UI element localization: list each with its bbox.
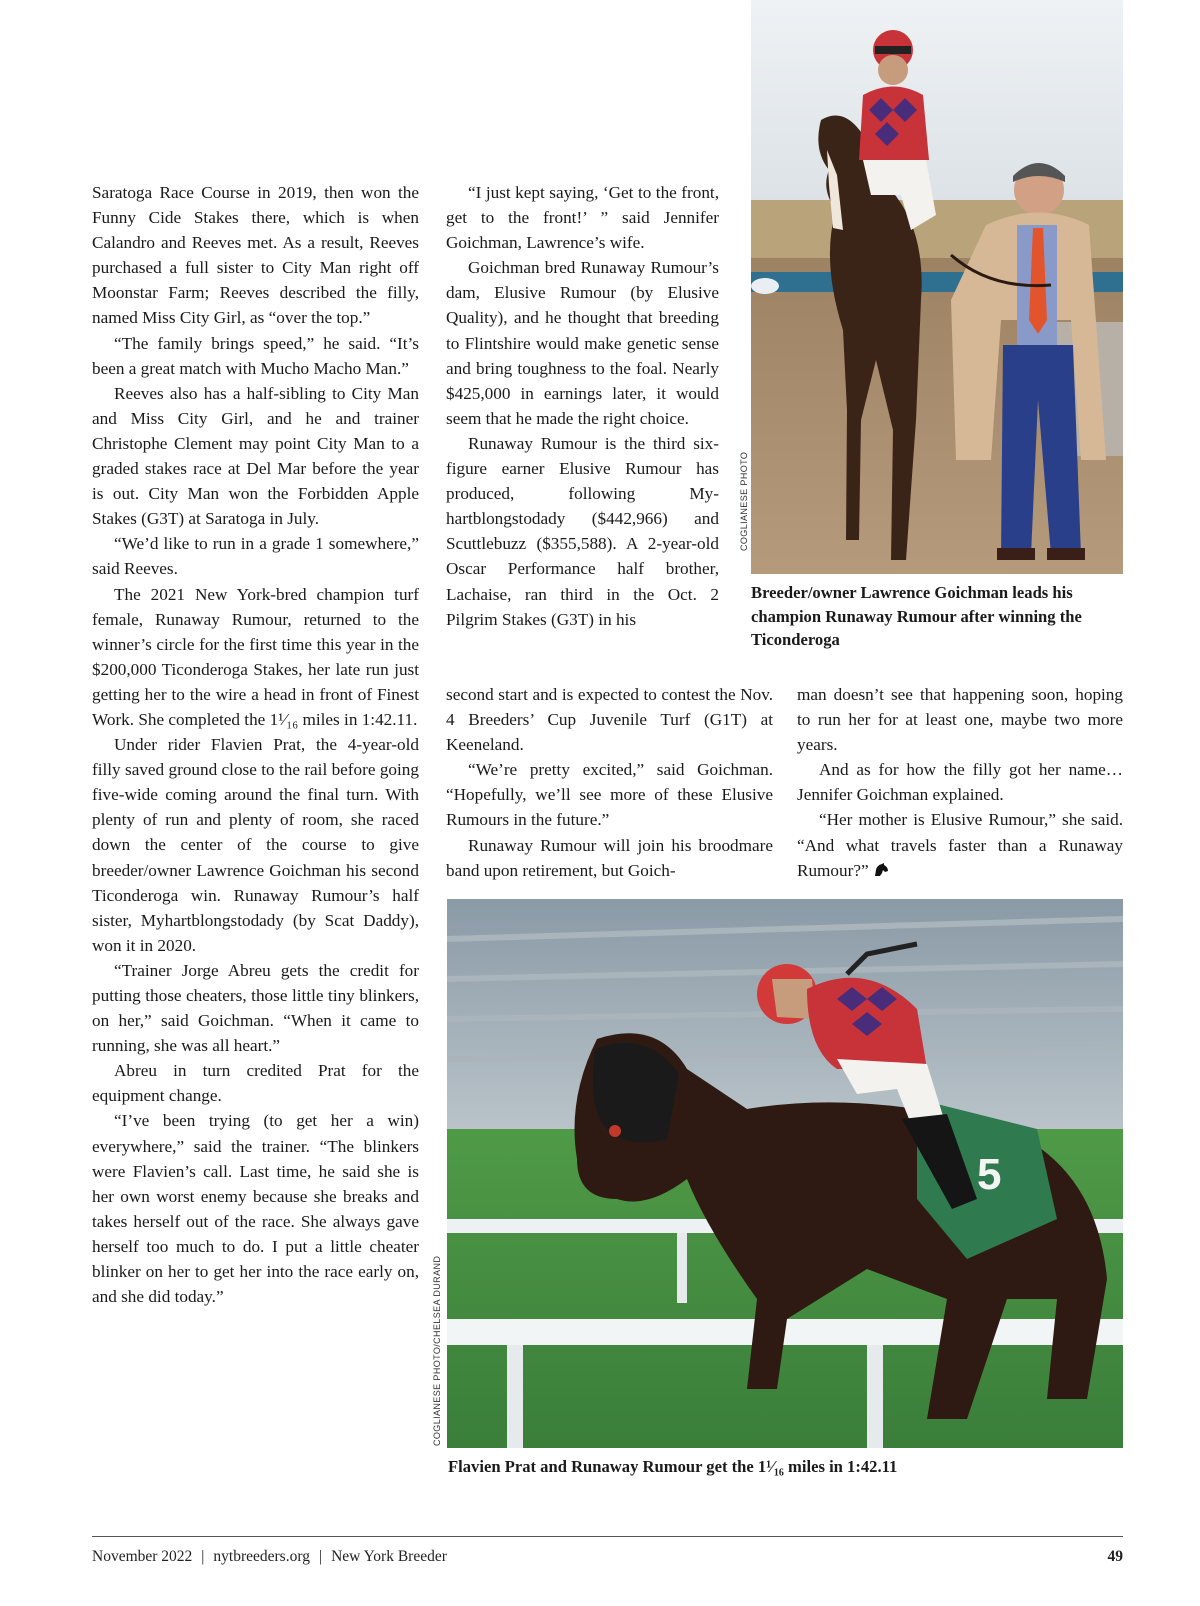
paragraph: Runaway Rumour is the third six-figure earner Elusive Rumour has produced, following Myhartblongstodady ($442,966) and Scuttlebuzz ($355,588). A 2-year-old Oscar Performance half brother, Lachaise, ran third in the Oct. 2 Pilgrim Stakes (G3T) in his [446,433,719,629]
paragraph: “I just kept saying, ‘Get to the front, get to the front!’ ” said Jennifer Goichman, Lawrence’s wife. [446,183,719,253]
paragraph: man doesn’t see that happening soon, hoping to run her for at least one, maybe two more years. [797,685,1123,755]
page-number: 49 [1107,1548,1123,1565]
article-column-1 [92,180,419,1309]
saddle-cloth-number: 5 [977,1150,1002,1199]
footer-rule [92,1536,1123,1537]
footer-website: nytbreeders.org [213,1548,310,1565]
photo-caption: Flavien Prat and Runaway Rumour get the 1¹⁄₁₆ miles in 1:42.11 [448,1457,898,1476]
paragraph: Abreu in turn credited Prat for the equipment change. [92,1061,419,1106]
page-footer [92,1548,1123,1566]
paragraph: second start and is expected to contest the Nov. 4 Breeders’ Cup Juvenile Turf (G1T) at Keeneland. [446,685,773,755]
paragraph: “Trainer Jorge Abreu gets the credit for putting those cheaters, those little tiny blinkers, on her,” said Goichman. “When it came to running, she was all heart.” [92,960,419,1056]
race-finish-illustration [447,899,1123,1448]
photo-credit: COGLIANESE PHOTO/CHELSEA DURAND [432,1255,442,1446]
paragraph: The 2021 New York-bred champion turf female, Runaway Rumour, returned to the winner’s circle for the first time this year in the $200,000 Ticonderoga Stakes, her late run just getting her to the wire a head in front of Finest Work. She completed the 1¹⁄₁₆ miles in 1:42.11. [92,584,419,729]
photo-credit: COGLIANESE PHOTO [739,451,749,551]
paragraph: “I’ve been trying (to get her a win) everywhere,” said the trainer. “The blinkers were Flavien’s call. Last time, he said she is her own worst enemy because she breaks and takes herself out of the race. She always gave herself too much to do. I put a little cheater blinker on her to get her into the race early on, and she did today.” [92,1111,419,1307]
article-column-3 [797,682,1123,883]
paragraph: “We’re pretty excited,” said Goichman. “Hopefully, we’ll see more of these Elusive Rumours in the future.” [446,760,773,830]
paragraph: Saratoga Race Course in 2019, then won the Funny Cide Stakes there, which is when Calandro and Reeves met. As a result, Reeves purchased a full sister to City Man right off Moonstar Farm; Reeves described the filly, named Miss City Girl, as “over the top.” [92,183,419,328]
paragraph: And as for how the filly got her name…Jennifer Goichman explained. [797,760,1123,805]
footer-separator: | [201,1548,205,1565]
footer-separator: | [318,1548,323,1565]
horse-head-end-mark-icon [873,863,889,877]
paragraph: “We’d like to run in a grade 1 somewhere,” said Reeves. [92,534,419,579]
paragraph: “The family brings speed,” he said. “It’s been a great match with Mucho Macho Man.” [92,333,419,378]
winners-circle-illustration [751,0,1123,574]
photo-caption: Breeder/owner Lawrence Goichman leads his champion Runaway Rumour after winning the Ticonderoga [751,583,1082,649]
footer-issue: November 2022 [92,1548,193,1565]
paragraph: Under rider Flavien Prat, the 4-year-old filly saved ground close to the rail before going five-wide coming around the final turn. With plenty of run and plenty of room, she raced down the center of the course to give breeder/owner Lawrence Goichman his second Ticonderoga win. Runaway Rumour’s half sister, Myhartblongstodady (by Scat Daddy), won it in 2020. [92,735,419,955]
paragraph: Reeves also has a half-sibling to City Man and Miss City Girl, and he and trainer Christophe Clement may point City Man to a graded stakes race at Del Mar before the year is out. City Man won the Forbidden Apple Stakes (G3T) at Saratoga in July. [92,383,419,529]
article-column-2 [446,180,719,632]
paragraph [797,807,1123,882]
race-finish-photo [447,899,1123,1448]
footer-publication: New York Breeder [331,1548,447,1565]
winners-circle-photo [751,0,1123,574]
article-column-2-continued [446,682,773,883]
paragraph: Runaway Rumour will join his broodmare band upon retirement, but Goich- [446,835,773,880]
paragraph: Goichman bred Runaway Rumour’s dam, Elusive Rumour (by Elusive Quality), and he thought that breeding to Flintshire would make genetic sense and bring toughness to the foal. Nearly $425,000 in earnings later, it would seem that he made the right choice. [446,258,719,428]
paragraph-text: “Her mother is Elusive Rumour,” she said. “And what travels faster than a Runaway Rumour?” [797,810,1123,880]
